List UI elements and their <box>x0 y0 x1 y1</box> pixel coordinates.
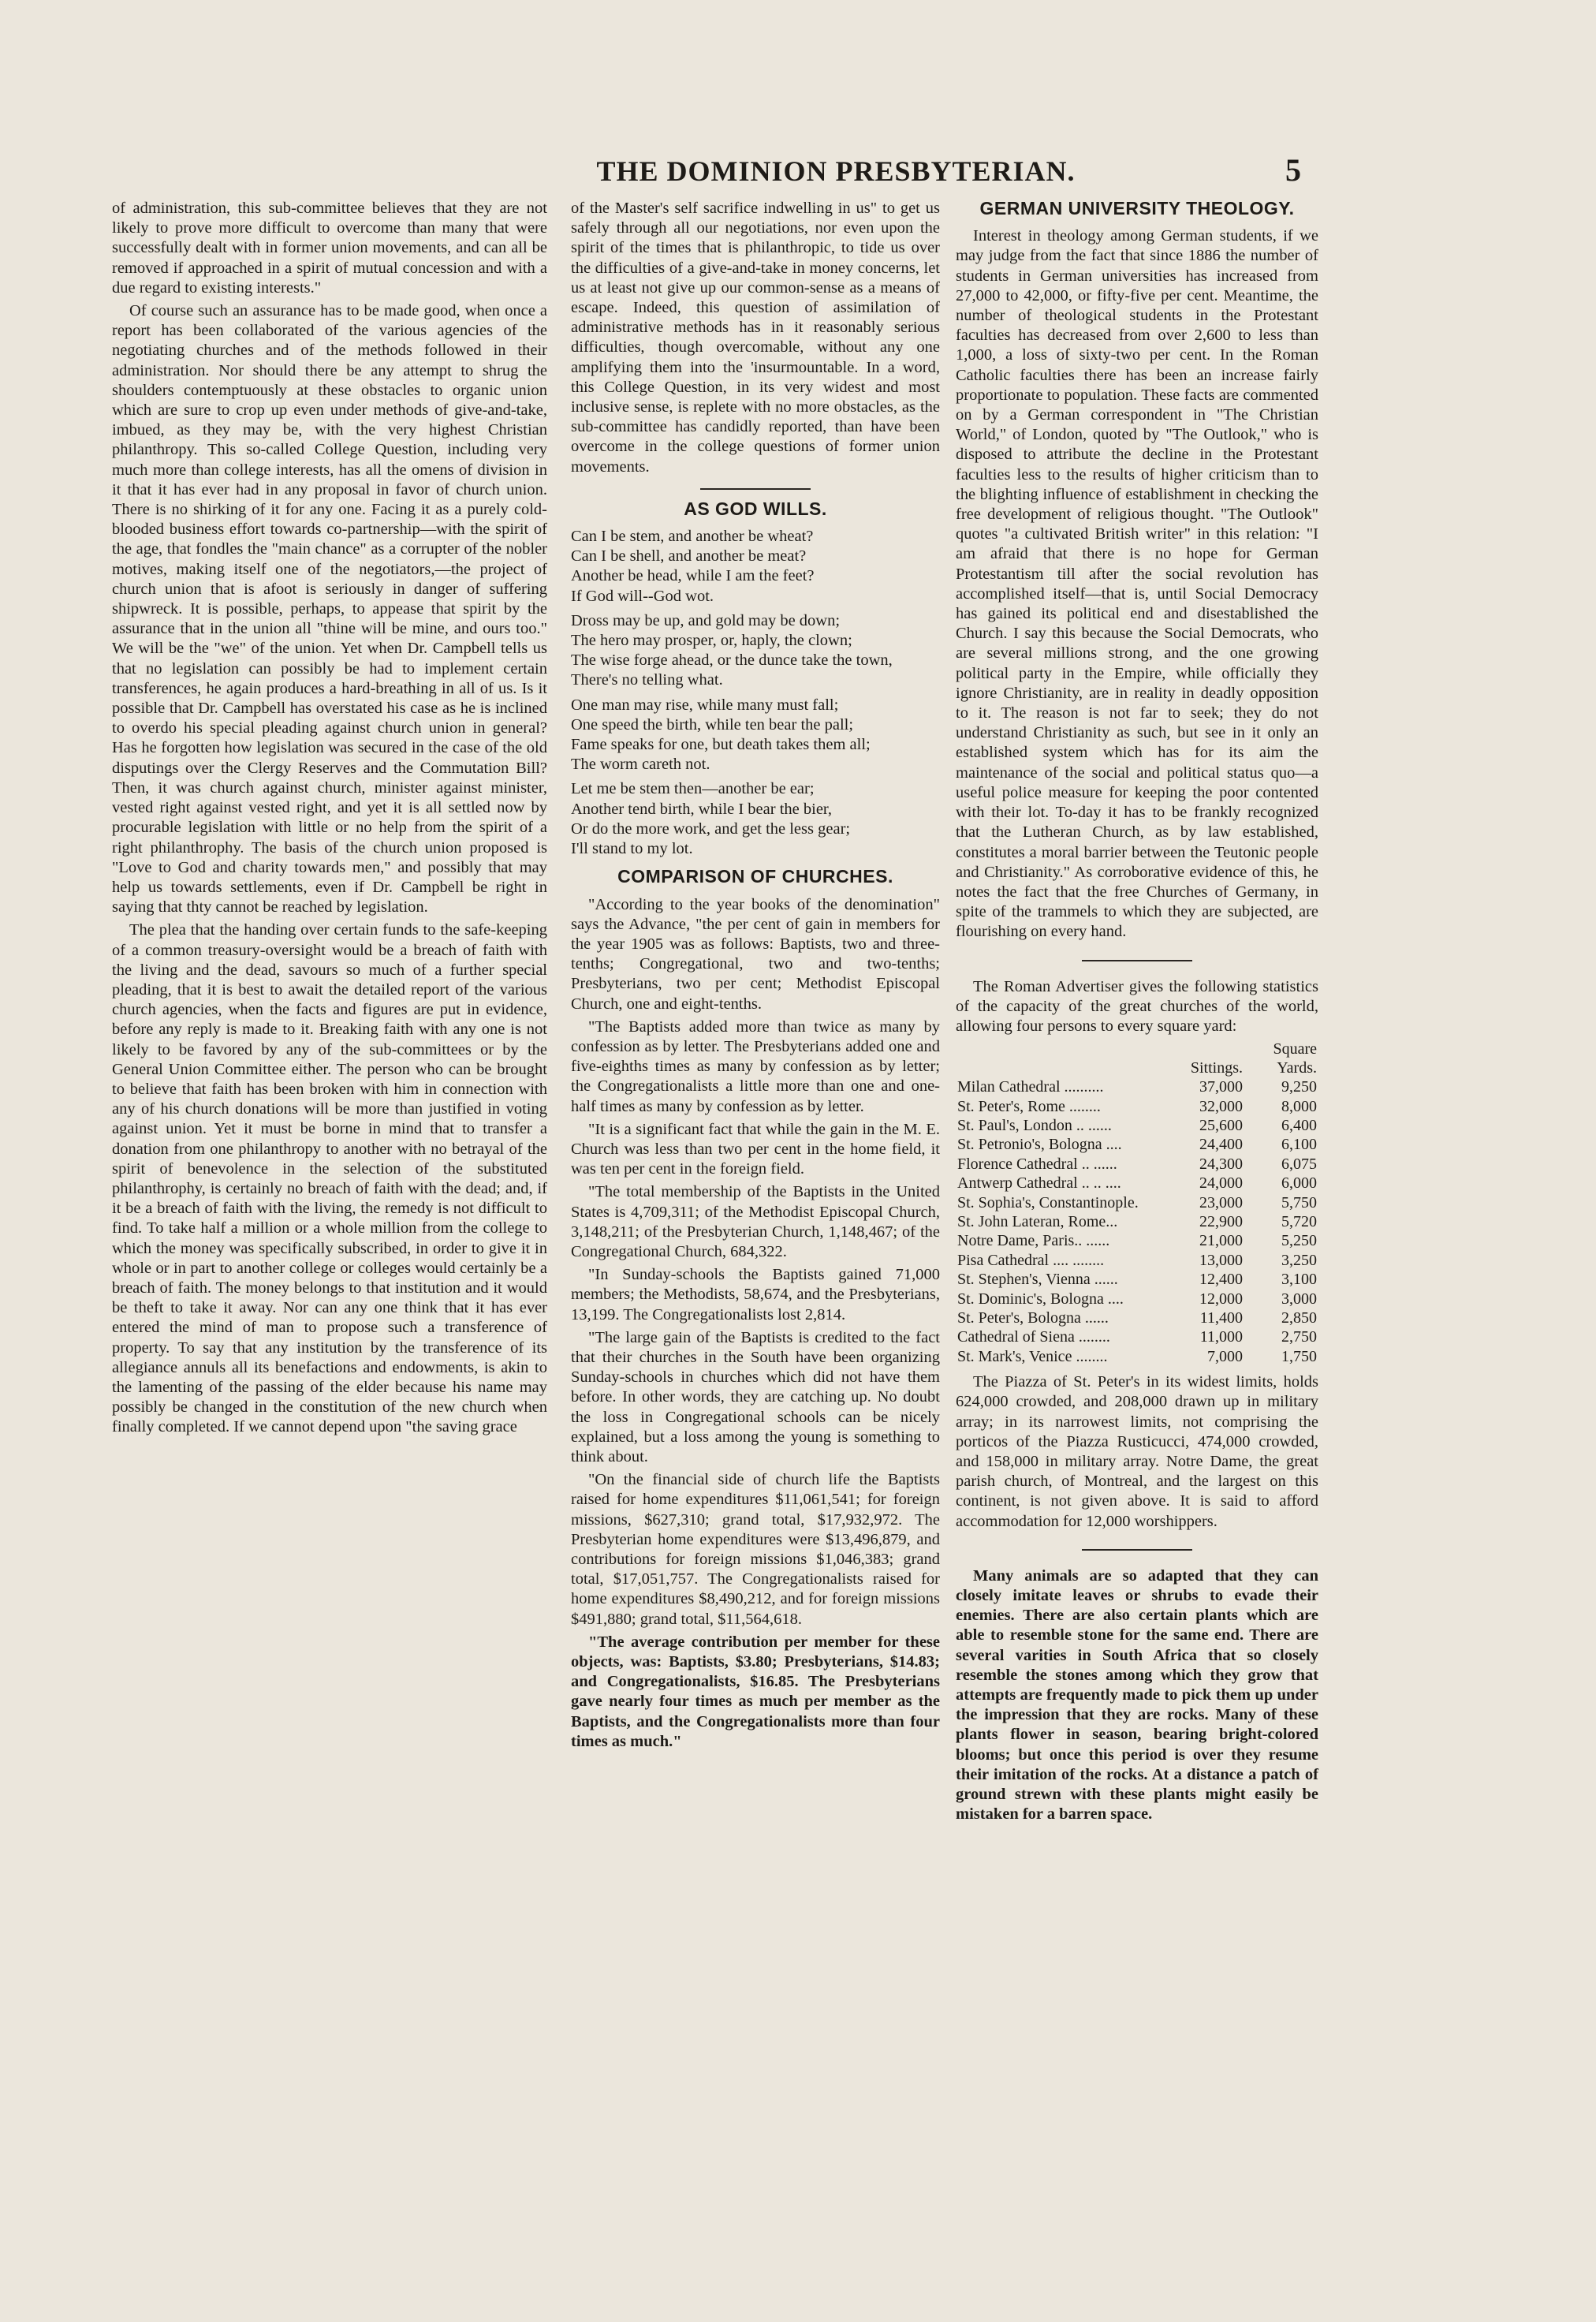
poem-stanza <box>571 527 940 607</box>
article-paragraph: "The Baptists added more than twice as many by confession as by letter. The Presbyterians added one and five-eighths times as many by confession as by letter; the Congregationalists a little more than one and one-half times as many by confession as by letter. <box>571 1017 940 1115</box>
poem-line: The wise forge ahead, or the dunce take the town, <box>571 651 893 670</box>
square-yards-cell: 3,250 <box>1281 1251 1317 1269</box>
table-header-row <box>956 1040 1318 1077</box>
column-one <box>112 199 547 1441</box>
article-paragraph: "On the financial side of church life the Baptists raised for home expenditures $11,061,541; for foreign missions, $627,310; grand total, $17,932,972. The Presbyterian home expenditures were $13,496,879, and contributions for foreign missions $1,046,383; grand total, $17,051,757. The Congregationalists raised for home expenditures $8,490,212, and for foreign missions $491,880; grand total, $11,564,618. <box>571 1471 940 1628</box>
section-divider <box>1082 960 1192 961</box>
article-paragraph: Interest in theology among German students, if we may judge from the fact that since 1886 the number of students in German universities has increased from 27,000 to 42,000, or fifty-five per cent. Meantime, the number of theological students in the Protestant faculties has decreased from over 2,600 to less than 1,000, a loss of sixty-two per cent. In the Roman Catholic faculties there has been an increase fairly proportionate to population. These facts are commented on by a German correspondent in "The Christian World," of London, quoted by "The Outlook," who is disposed to attribute the decline in the Protestant faculties less to the results of higher criticism than to the blighting influence of establishment in checking the free development of religious thought. "The Outlook" quotes "a cultivated British writer" in this relation: "I am afraid that there is no hope for German Protestantism till after the social revolution has accomplished itself—that is, until Social Democracy has gained its political end and disestablished the Church. I say this because the Social Democrats, who are several millions strong, and the one growing political party in the Empire, while officially they ignore Christianity, are in reality in deadly opposition to it. The reason is not far to seek; they do not understand Christianity as such, but see in it only an established system which has for its aim the maintenance of the social and political status quo—a useful police measure for keeping the poor contented with their lot. To-day it has to be frankly recognized that the Lutheran Church, as by law established, constitutes a moral barrier between the Teutonic people and Christianity." As corroborative evidence of this, he notes the fact that the free Churches of Germany, in spite of the trammels to which they are subjected, are flourishing on every hand. <box>956 227 1318 941</box>
article-paragraph: The plea that the handing over certain funds to the safe-keeping of a common treasury-oversight would be a breach of faith with the living and the dead, savours so much of a further special pleading, that it is best to await the detailed report of the various church agencies, when the facts and figures are put in evidence, before any reply is made to it. Breaking faith with any one is not likely to be favored by any of the sub-committees or by the General Union Committee either. The person who can be brought to believe that faith has been broken with him in connection with any of his church donations will be more than justified in voting against union. Yet it must be borne in mind that to transfer a donation from one philanthropy to another with no betrayal of the spirit of benevolence in the selection of the substituted philanthrophy, is certainly no breach of faith with the dead; and, if it be a breach of faith with the living, the remedy is not difficult to find. To take half a million or a whole million from the college to which the money was specifically subscribed, in order to give it in whole or in part to another college or colleges would certainly be a breach of faith. The money belongs to that institution and it would be theft to take it away. Nor can any one think that it has ever entered the mind of man to propose such a transference of property. To say that any institution by the transference of its allegiance annuls all its benefactions and endowments, is akin to the lamenting of the passing of the elder because his name may possibly be changed in the constitution of the new church when finally completed. If we cannot depend upon "the saving grace <box>112 921 547 1436</box>
theology-title: GERMAN UNIVERSITY THEOLOGY. <box>979 198 1295 218</box>
square-yards-cell: 9,250 <box>1281 1078 1317 1096</box>
table-row <box>956 1308 1318 1327</box>
square-yards-cell: 3,000 <box>1281 1290 1317 1308</box>
article-paragraph: "The average contribution per member for these objects, was: Baptists, $3.80; Presbyterians, $14.83; and Congregationalists, $16.85. The Presbyterians gave nearly four times as much per member as the Baptists, and the Congregationalists more than four times as much." <box>571 1633 940 1750</box>
square-yards-cell: 6,400 <box>1281 1116 1317 1134</box>
comparison-title: COMPARISON OF CHURCHES. <box>617 866 893 887</box>
poem-stanza <box>571 611 940 691</box>
square-yards-cell: 6,075 <box>1281 1155 1317 1173</box>
section-divider <box>1082 1549 1192 1551</box>
church-name-cell: St. Dominic's, Bologna .... <box>957 1290 1124 1308</box>
column-three <box>956 199 1318 1827</box>
poem-line: If God will--God wot. <box>571 587 714 605</box>
poem-line: There's no telling what. <box>571 671 723 689</box>
table-row <box>956 1174 1318 1193</box>
sittings-cell: 24,300 <box>1199 1155 1243 1173</box>
square-yards-cell: 1,750 <box>1281 1347 1317 1365</box>
poem <box>571 527 940 859</box>
article-paragraph: Of course such an assurance has to be made good, when once a report has been collaborated of the various agencies of the negotiating churches and of the methods followed in their administration. Nor should there be any attempt to shrug the shoulders contemptuously at these obstacles to organic union which are sure to crop up even under methods of give-and-take, imbued, as they may be, with the very highest Christian philanthropy. This so-called College Question, including very much more than college interests, has all the omens of division in it that it has ever had in any proposal in favor of church union. There is no shirking of it for any one. Facing it as a purely cold-blooded business effort towards co-partnership—with the spirit of the age, that fondles the "main chance" as a corrupter of the nobler motives, making itself one of the negotiators,—the project of church union that is afoot is seriously in danger of suffering shipwreck. It is possible, perhaps, to appease that spirit by the assurance that in the union all "thine will be mine, and ours too." We will be the "we" of the union. Yet when Dr. Campbell tells us that no legislation can possibly be had to implement certain transferences, he again produces a hard-breathing in all of us. Is it possible that Dr. Campbell has overstated his case as he is inclined to overdo his special pleading against church union in general? Has he forgotten how legislation was secured in the case of the old disputings over the Clergy Reserves and the Commutation Bill? Then, it was church against church, minister against minister, vested right against vested right, and yet it is all settled now by procurable legislation with little or no help from the spirit of a right philanthrophy. The basis of the church union proposed is "Love to God and charity towards men," and possibly that may help us towards settlements, even if Dr. Campbell be right in saying that thty cannot be reached by legislation. <box>112 302 547 916</box>
statistics-note: The Piazza of St. Peter's in its widest limits, holds 624,000 crowded, and 208,000 drawn up in military array; in its narrowest limits, not comprising the porticos of the Piazza Rusticucci, 474,000 crowded, and 158,000 in military array. Notre Dame, the great parish church, of Montreal, and the largest on this continent, is not given above. It is said to afford accommodation for 12,000 worshippers. <box>956 1373 1318 1530</box>
sittings-cell: 11,400 <box>1199 1309 1243 1327</box>
statistics-intro: The Roman Advertiser gives the following statistics of the capacity of the great churches of the world, allowing four persons to every square yard: <box>956 977 1318 1035</box>
table-row <box>956 1212 1318 1231</box>
article-paragraph: of the Master's self sacrifice indwelling in us" to get us safely through all our negotiations, nor even upon the spirit of the times that is philanthropic, to tide us over the difficulties of a give-and-take in money concerns, let us at least not give up our common-sense as a means of escape. Indeed, this question of assimilation of administrative methods has in it reasonably serious difficulties, though overcomable, without any one amplifying them into the 'insurmountable. In a word, this College Question, in its very widest and most inclusive sense, is replete with no more obstacles, as the sub-committee has candidly reported, than have been overcome in the college questions of former union movements. <box>571 200 940 476</box>
church-name-cell: Florence Cathedral .. ...... <box>957 1155 1117 1173</box>
church-name-cell: St. John Lateran, Rome... <box>957 1212 1118 1230</box>
sittings-cell: 7,000 <box>1207 1347 1243 1365</box>
poem-stanza <box>571 696 940 775</box>
square-yards-cell: 6,100 <box>1281 1136 1317 1154</box>
poem-line: Another tend birth, while I bear the bier, <box>571 800 833 818</box>
table-row <box>956 1251 1318 1270</box>
column-two <box>571 199 940 1755</box>
poem-line: Or do the more work, and get the less gear; <box>571 819 851 838</box>
church-name-cell: St. Peter's, Rome ........ <box>957 1097 1101 1115</box>
church-name-cell: Notre Dame, Paris.. ...... <box>957 1232 1110 1250</box>
table-row <box>956 1155 1318 1174</box>
church-name-cell: St. Stephen's, Vienna ...... <box>957 1271 1118 1289</box>
table-row <box>956 1116 1318 1135</box>
table-body <box>956 1077 1318 1366</box>
poem-line: The worm careth not. <box>571 756 710 774</box>
sittings-cell: 12,400 <box>1199 1271 1243 1289</box>
poem-line: The hero may prosper, or, haply, the clown; <box>571 632 852 650</box>
sittings-cell: 13,000 <box>1199 1251 1243 1269</box>
table-row <box>956 1097 1318 1116</box>
poem-line: Another be head, while I am the feet? <box>571 567 815 585</box>
table-row <box>956 1077 1318 1096</box>
table-row <box>956 1231 1318 1250</box>
table-header-name <box>956 1040 1170 1077</box>
poem-line: Dross may be up, and gold may be down; <box>571 611 841 629</box>
article-paragraph: "The large gain of the Baptists is credited to the fact that their churches in the South have been organizing Sunday-schools in churches which did not have them before. In other words, they are catching up. No doubt the loss in Congregational schools can be nicely explained, but a loss among the young is something to think about. <box>571 1328 940 1465</box>
poem-line: One man may rise, while many must fall; <box>571 696 839 714</box>
article-paragraph: "It is a significant fact that while the gain in the M. E. Church was less than two per cent in the home field, it was ten per cent in the foreign field. <box>571 1120 940 1178</box>
page-number: 5 <box>1285 152 1301 188</box>
article-paragraph: "The total membership of the Baptists in the United States is 4,709,311; of the Methodist Episcopal Church, 3,148,211; of the Presbyterian Church, 1,148,467; of the Congregational Church, 684,322. <box>571 1183 940 1260</box>
square-yards-cell: 2,850 <box>1281 1309 1317 1327</box>
poem-stanza <box>571 779 940 859</box>
sittings-cell: 37,000 <box>1199 1078 1243 1096</box>
square-yards-cell: 6,000 <box>1281 1174 1317 1193</box>
sittings-label: Sittings. <box>1190 1059 1243 1077</box>
sittings-cell: 11,000 <box>1199 1328 1243 1346</box>
table-row <box>956 1327 1318 1346</box>
sittings-cell: 25,600 <box>1199 1116 1243 1134</box>
table-row <box>956 1290 1318 1308</box>
church-capacity-table <box>956 1040 1318 1366</box>
square-yards-cell: 5,720 <box>1281 1212 1317 1230</box>
article-paragraph: "According to the year books of the denomination" says the Advance, "the per cent of gain in members for the year 1905 was as follows: Baptists, two and three-tenths; Congregational, two and two-tenths; Presbyterians, two per cent; Methodist Episcopal Church, one and eight-tenths. <box>571 895 940 1013</box>
sittings-cell: 22,900 <box>1199 1212 1243 1230</box>
poem-line: Can I be shell, and another be meat? <box>571 547 807 566</box>
church-name-cell: Cathedral of Siena ........ <box>957 1328 1110 1346</box>
table-header-sittings <box>1170 1040 1244 1077</box>
yards-label-bottom: Yards. <box>1277 1059 1317 1077</box>
church-name-cell: St. Mark's, Venice ........ <box>957 1347 1108 1365</box>
church-name-cell: St. Paul's, London .. ...... <box>957 1116 1112 1134</box>
sittings-cell: 24,400 <box>1199 1136 1243 1154</box>
church-name-cell: Antwerp Cathedral .. .. .... <box>957 1174 1121 1193</box>
church-name-cell: Milan Cathedral .......... <box>957 1078 1104 1096</box>
square-yards-cell: 5,750 <box>1281 1193 1317 1211</box>
church-name-cell: St. Petronio's, Bologna .... <box>957 1136 1122 1154</box>
square-yards-cell: 8,000 <box>1281 1097 1317 1115</box>
square-yards-cell: 5,250 <box>1281 1232 1317 1250</box>
section-divider <box>700 488 811 490</box>
table-row <box>956 1135 1318 1154</box>
table-row <box>956 1347 1318 1366</box>
square-yards-cell: 2,750 <box>1281 1328 1317 1346</box>
church-name-cell: St. Sophia's, Constantinople. <box>957 1193 1139 1211</box>
poem-line: Fame speaks for one, but death takes them all; <box>571 736 871 754</box>
sittings-cell: 24,000 <box>1199 1174 1243 1193</box>
sittings-cell: 23,000 <box>1199 1193 1243 1211</box>
table-row <box>956 1193 1318 1212</box>
yards-label-top: Square <box>1273 1040 1317 1058</box>
sittings-cell: 12,000 <box>1199 1290 1243 1308</box>
poem-line: I'll stand to my lot. <box>571 840 693 858</box>
poem-line: One speed the birth, while ten bear the pall; <box>571 715 854 734</box>
square-yards-cell: 3,100 <box>1281 1271 1317 1289</box>
article-paragraph: "In Sunday-schools the Baptists gained 71,000 members; the Methodists, 58,674, and the Presbyterians, 13,199. The Congregationalists lost 2,814. <box>571 1266 940 1323</box>
article-paragraph: of administration, this sub-committee believes that they are not likely to prove more difficult to overcome than many that were successfully dealt with in former union movements, and can all be removed if approached in a spirit of mutual concession and with a due regard to existing interests." <box>112 200 547 297</box>
sittings-cell: 32,000 <box>1199 1097 1243 1115</box>
poem-title: AS GOD WILLS. <box>684 498 827 519</box>
table-row <box>956 1270 1318 1289</box>
masthead-title: THE DOMINION PRESBYTERIAN. <box>596 155 1076 187</box>
poem-line: Can I be stem, and another be wheat? <box>571 528 814 546</box>
table-header-yards <box>1244 1040 1318 1077</box>
church-name-cell: St. Peter's, Bologna ...... <box>957 1309 1109 1327</box>
poem-line: Let me be stem then—another be ear; <box>571 780 815 798</box>
church-name-cell: Pisa Cathedral .... ........ <box>957 1251 1105 1269</box>
sittings-cell: 21,000 <box>1199 1232 1243 1250</box>
article-paragraph: Many animals are so adapted that they can closely imitate leaves or shrubs to evade their enemies. There are also certain plants which are able to resemble stone for the same end. There are several varities in South Africa that so closely resemble the stones among which they grow that attempts are frequently made to pick them up under the impression that they are rocks. Many of these plants flower in season, bearing bright-colored blooms; but once this period is over they resume their imitation of the rocks. At a distance a patch of ground strewn with these plants might easily be mistaken for a barren space. <box>956 1566 1318 1824</box>
